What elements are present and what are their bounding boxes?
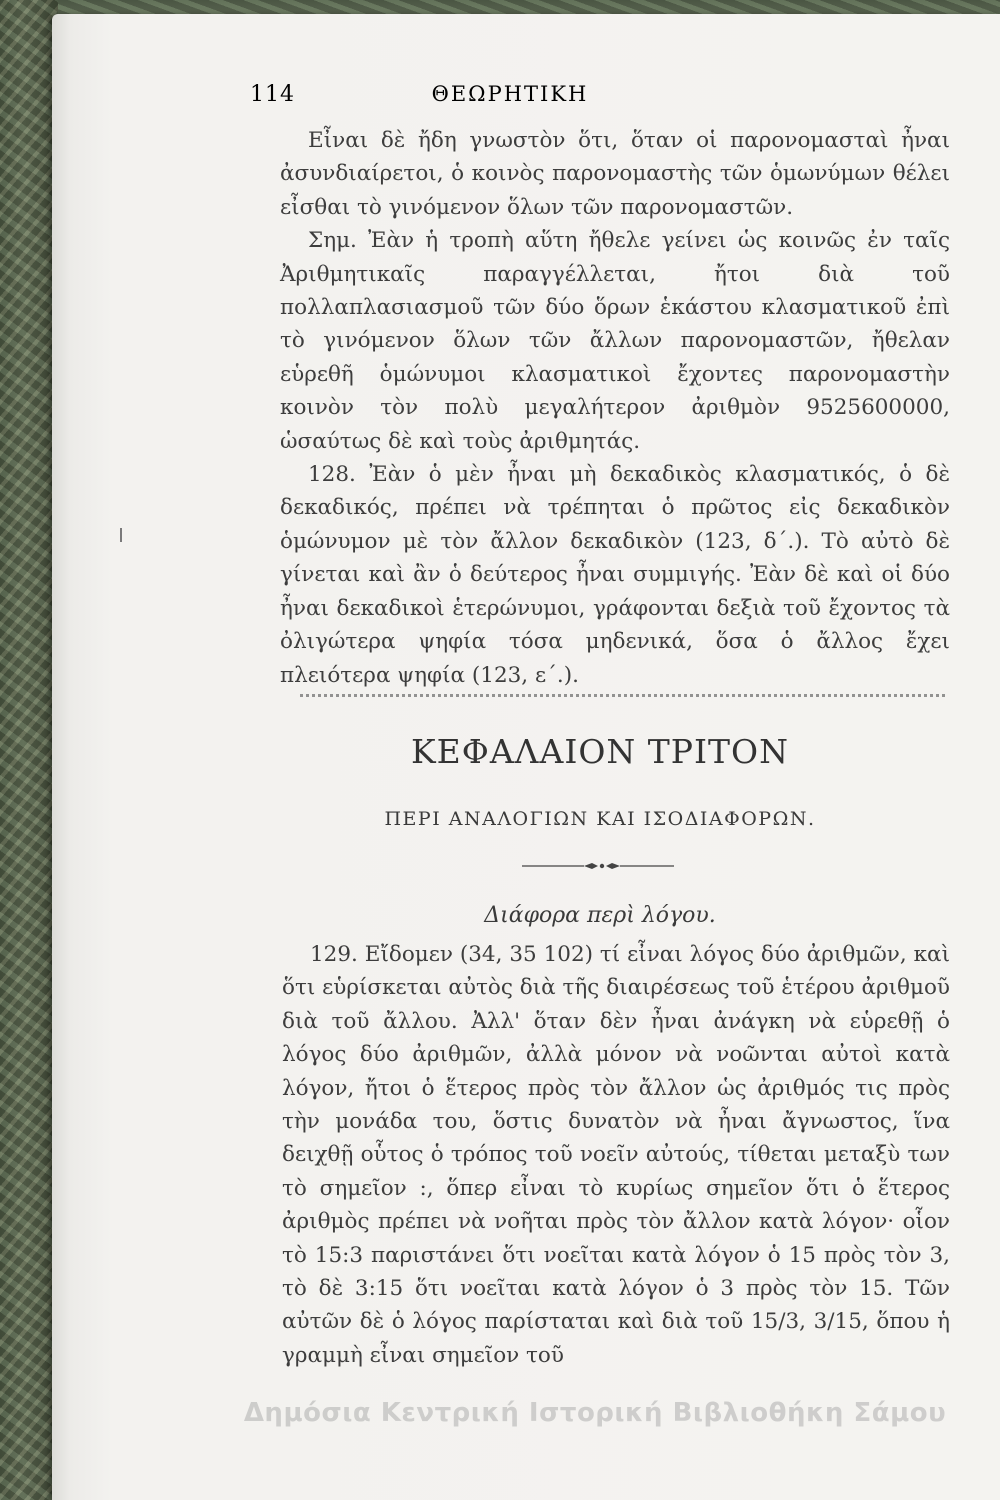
- body-text: [280, 124, 950, 692]
- paragraph: Σημ. Ἐὰν ἡ τροπὴ αὕτη ἤθελε γείνει ὡς κοινῶς ἐν ταῖς Ἀριθμητικαῖς παραγγέλλεται, ἤτοι διὰ τοῦ πολλαπλασιασμοῦ τῶν δύο ὅρων ἑκάστου κλασματικοῦ ἐπὶ τὸ γινόμενον ὅλων τῶν ἄλλων παρονομαστῶν, ἤθελαν εὑρεθῆ ὁμώνυμοι κλασματικοὶ ἔχοντες παρονομαστὴν κοινὸν τὸν πολὺ μεγαλήτερον ἀριθμὸν 9525600000, ὡσαύτως δὲ καὶ τοὺς ἀριθμητάς.: [280, 228, 950, 454]
- page-number: 114: [250, 82, 295, 107]
- running-head: ΘΕΩΡΗΤΙΚΗ: [431, 82, 589, 106]
- book-cover-edge: [0, 0, 58, 1500]
- chapter-title: ΚΕΦΑΛΑΙΟΝ ΤΡΙΤΟΝ: [411, 732, 789, 771]
- paragraph: Εἶναι δὲ ἤδη γνωστὸν ὅτι, ὅταν οἱ παρονομασταὶ ἦναι ἀσυνδιαίρετοι, ὁ κοινὸς παρονομαστὴς τῶν ὁμωνύμων θέλει εἶσθαι τὸ γινόμενον ὅλων τῶν παρονομαστῶν.: [280, 128, 950, 220]
- page-header: [250, 82, 950, 122]
- paragraph: 129. Εἴδομεν (34, 35 102) τί εἶναι λόγος δύο ἀριθμῶν, καὶ ὅτι εὑρίσκεται αὐτὸς διὰ τῆς διαιρέσεως τοῦ ἑτέρου ἀριθμοῦ διὰ τοῦ ἄλλου. Ἀλλ' ὅταν δὲν ἦναι ἀνάγκη νὰ εὑρεθῇ ὁ λόγος δύο ἀριθμῶν, ἀλλὰ μόνον νὰ νοῶνται αὐτοὶ κατὰ λόγον, ἤτοι ὁ ἕτερος πρὸς τὸν ἄλλον ὡς ἀριθμός τις πρὸς τὴν μονάδα του, ὅστις δυνατὸν νὰ ἦναι ἄγνωστος, ἵνα δειχθῇ οὗτος ὁ τρόπος τοῦ νοεῖν αὐτούς, τίθεται μεταξὺ των τὸ σημεῖον :, ὅπερ εἶναι τὸ κυρίως σημεῖον ὅτι ὁ ἕτερος ἀριθμὸς πρέπει νὰ νοῆται πρὸς τὸν ἄλλον κατὰ λόγον· οἷον τὸ 15:3 παριστάνει ὅτι νοεῖται κατὰ λόγον ὁ 15 πρὸς τὸν 3, τὸ δὲ 3:15 ὅτι νοεῖται κατὰ λόγον ὁ 3 πρὸς τὸν 15. Τῶν αὐτῶν δὲ ὁ λόγος παρίσταται καὶ διὰ τοῦ 15/3, 3/15, ὅπου ἡ γραμμὴ εἶναι σημεῖον τοῦ: [282, 942, 950, 1368]
- section-divider: [300, 694, 945, 705]
- chapter-body-text: [282, 938, 950, 1372]
- chapter-subtitle: ΠΕΡΙ ΑΝΑΛΟΓΙΩΝ ΚΑΙ ΙΣΟΔΙΑΦΟΡΩΝ.: [384, 808, 816, 830]
- ornament-divider: [518, 858, 678, 874]
- margin-mark: [120, 528, 122, 542]
- section-heading: Διάφορα περὶ λόγου.: [484, 903, 716, 928]
- paragraph: 128. Ἐὰν ὁ μὲν ἦναι μὴ δεκαδικὸς κλασματικός, ὁ δὲ δεκαδικός, πρέπει νὰ τρέπηται ὁ πρῶτος εἰς δεκαδικὸν ὁμώνυμον μὲ τὸν ἄλλον δεκαδικὸν (123, δ΄.). Τὸ αὐτὸ δὲ γίνεται καὶ ἂν ὁ δεύτερος ἦναι συμμιγής. Ἐὰν δὲ καὶ οἱ δύο ἦναι δεκαδικοὶ ἑτερώνυμοι, γράφονται δεξιὰ τοῦ ἔχοντος τὰ ὀλιγώτερα ψηφία τόσα μηδενικά, ὅσα ὁ ἄλλος ἔχει πλειότερα ψηφία (123, ε΄.).: [280, 462, 950, 688]
- library-watermark: Δημόσια Κεντρική Ιστορική Βιβλιοθήκη Σάμου: [243, 1398, 947, 1428]
